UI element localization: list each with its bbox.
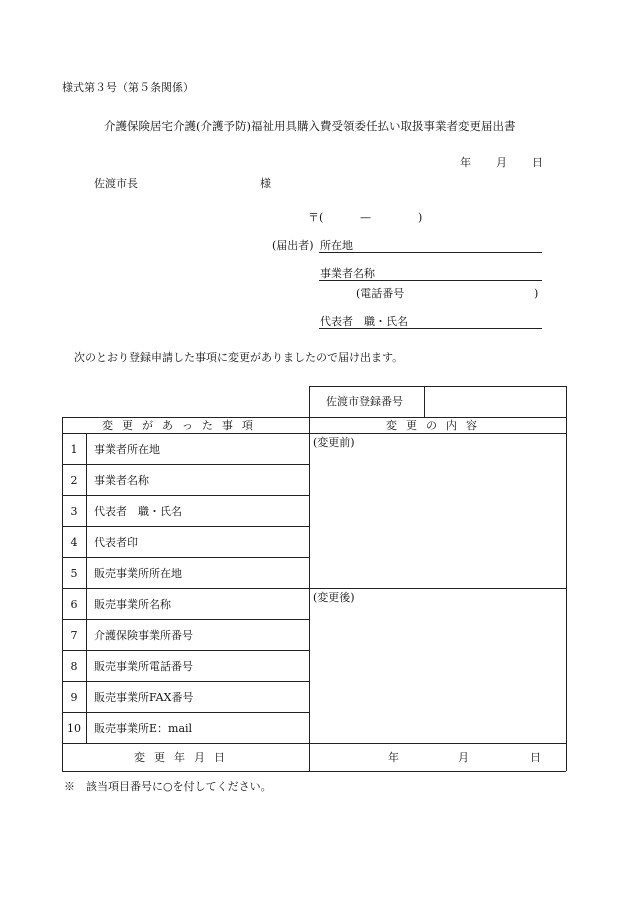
change-date-month: 月 bbox=[458, 751, 469, 764]
item-number-5: 5 bbox=[70, 567, 78, 580]
item-number-10: 10 bbox=[67, 722, 81, 735]
item-number-6: 6 bbox=[70, 598, 78, 611]
date-month: 月 bbox=[496, 156, 507, 169]
before-change-label: (変更前) bbox=[313, 436, 355, 449]
table-bottom bbox=[62, 771, 566, 772]
postal-code-open: 〒( bbox=[308, 211, 324, 224]
form-number: 様式第３号（第５条関係） bbox=[62, 81, 194, 94]
representative-underline bbox=[319, 328, 542, 329]
item-label-1: 事業者所在地 bbox=[94, 443, 160, 456]
reg-box-right bbox=[566, 386, 567, 417]
row-divider bbox=[62, 526, 309, 527]
table-items-bottom bbox=[62, 743, 566, 744]
postal-code-close: ) bbox=[418, 211, 423, 224]
business-name-underline bbox=[319, 280, 542, 281]
page-title: 介護保険居宅介護(介護予防)福祉用具購入費受領委任払い取扱事業者変更届出書 bbox=[104, 119, 516, 133]
postal-code-dash: — bbox=[360, 211, 371, 224]
table-header-bottom bbox=[62, 433, 566, 434]
item-number-8: 8 bbox=[70, 660, 78, 673]
change-date-year: 年 bbox=[388, 751, 399, 764]
change-date-day: 日 bbox=[530, 751, 541, 764]
applicant-prefix: (届出者) bbox=[272, 239, 314, 252]
row-divider bbox=[62, 557, 309, 558]
item-label-5: 販売事業所所在地 bbox=[94, 567, 182, 580]
phone-close: ) bbox=[534, 287, 539, 300]
representative-label: 代表者 職・氏名 bbox=[320, 315, 408, 328]
item-number-4: 4 bbox=[70, 536, 78, 549]
item-label-10: 販売事業所E：mail bbox=[94, 722, 193, 735]
item-label-9: 販売事業所FAX番号 bbox=[94, 691, 194, 704]
table-left bbox=[62, 417, 63, 771]
table-middle bbox=[309, 417, 310, 771]
address-underline bbox=[319, 252, 542, 253]
table-right bbox=[566, 417, 567, 771]
address-label: 所在地 bbox=[320, 239, 353, 252]
row-divider bbox=[62, 619, 309, 620]
item-label-6: 販売事業所名称 bbox=[94, 598, 171, 611]
row-divider bbox=[62, 495, 309, 496]
addressee-honorific: 様 bbox=[260, 177, 271, 190]
row-divider-before-after bbox=[62, 588, 566, 589]
item-label-2: 事業者名称 bbox=[94, 474, 149, 487]
item-number-2: 2 bbox=[70, 474, 78, 487]
item-label-7: 介護保険事業所番号 bbox=[94, 629, 193, 642]
item-label-8: 販売事業所電話番号 bbox=[94, 660, 193, 673]
item-number-1: 1 bbox=[70, 443, 78, 456]
item-label-3: 代表者 職・氏名 bbox=[94, 505, 182, 518]
statement: 次のとおり登録申請した事項に変更がありましたので届け出ます。 bbox=[74, 351, 404, 364]
addressee-mayor: 佐渡市長 bbox=[94, 177, 138, 190]
reg-box-divider bbox=[424, 386, 425, 417]
item-number-9: 9 bbox=[70, 691, 78, 704]
footnote: ※ 該当項目番号に○を付してください。 bbox=[64, 780, 272, 793]
item-label-4: 代表者印 bbox=[94, 536, 138, 549]
table-top bbox=[62, 417, 566, 418]
row-divider bbox=[62, 681, 309, 682]
item-number-7: 7 bbox=[70, 629, 78, 642]
item-number-3: 3 bbox=[70, 505, 78, 518]
reg-box-left bbox=[309, 386, 310, 417]
date-year: 年 bbox=[460, 156, 471, 169]
date-day: 日 bbox=[532, 156, 543, 169]
change-date-label: 変更年月日 bbox=[134, 751, 234, 764]
row-divider bbox=[62, 650, 309, 651]
business-name-label: 事業者名称 bbox=[320, 267, 375, 280]
phone-label: (電話番号 bbox=[356, 287, 405, 300]
after-change-label: (変更後) bbox=[313, 591, 355, 604]
registration-number-label: 佐渡市登録番号 bbox=[326, 395, 403, 408]
row-divider bbox=[62, 464, 309, 465]
row-divider bbox=[62, 712, 309, 713]
header-change-content: 変更の内容 bbox=[386, 419, 486, 432]
reg-box-top bbox=[309, 386, 566, 387]
header-changed-items: 変更があった事項 bbox=[102, 419, 262, 432]
